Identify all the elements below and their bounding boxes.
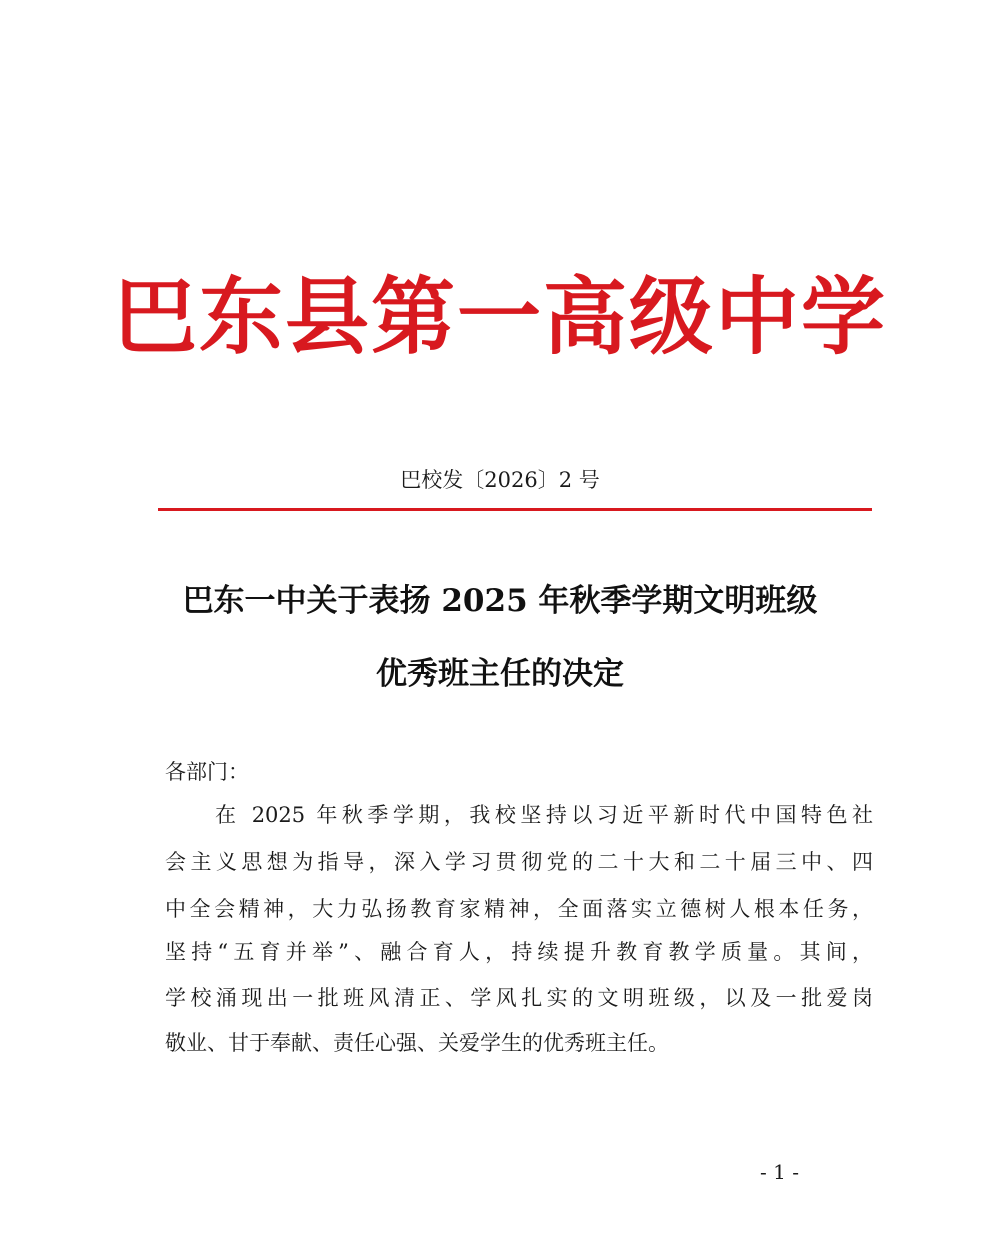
body-text-line-5: 学校涌现出一批班风清正、学风扎实的文明班级，以及一批爱岗 xyxy=(165,986,873,1010)
body-text-line-2: 会主义思想为指导，深入学习贯彻党的二十大和二十届三中、四 xyxy=(165,850,873,874)
body-text-line-1: 在 2025 年秋季学期，我校坚持以习近平新时代中国特色社 xyxy=(215,803,873,827)
document-number: 巴校发〔2026〕2 号 xyxy=(400,468,600,492)
body-text-line-6: 敬业、甘于奉献、责任心强、关爱学生的优秀班主任。 xyxy=(165,1031,669,1055)
body-text-line-3: 中全会精神，大力弘扬教育家精神，全面落实立德树人根本任务， xyxy=(165,897,873,921)
masthead-title: 巴东县第一高级中学 xyxy=(112,267,887,366)
page-number: - 1 - xyxy=(760,1160,799,1184)
red-divider-line xyxy=(158,508,872,511)
salutation: 各部门： xyxy=(165,760,249,784)
document-title-line-2: 优秀班主任的决定 xyxy=(376,656,624,692)
document-title-line-1: 巴东一中关于表扬 2025 年秋季学期文明班级 xyxy=(182,583,818,619)
body-text-line-4: 坚持“五育并举”、融合育人，持续提升教育教学质量。其间， xyxy=(165,940,873,964)
